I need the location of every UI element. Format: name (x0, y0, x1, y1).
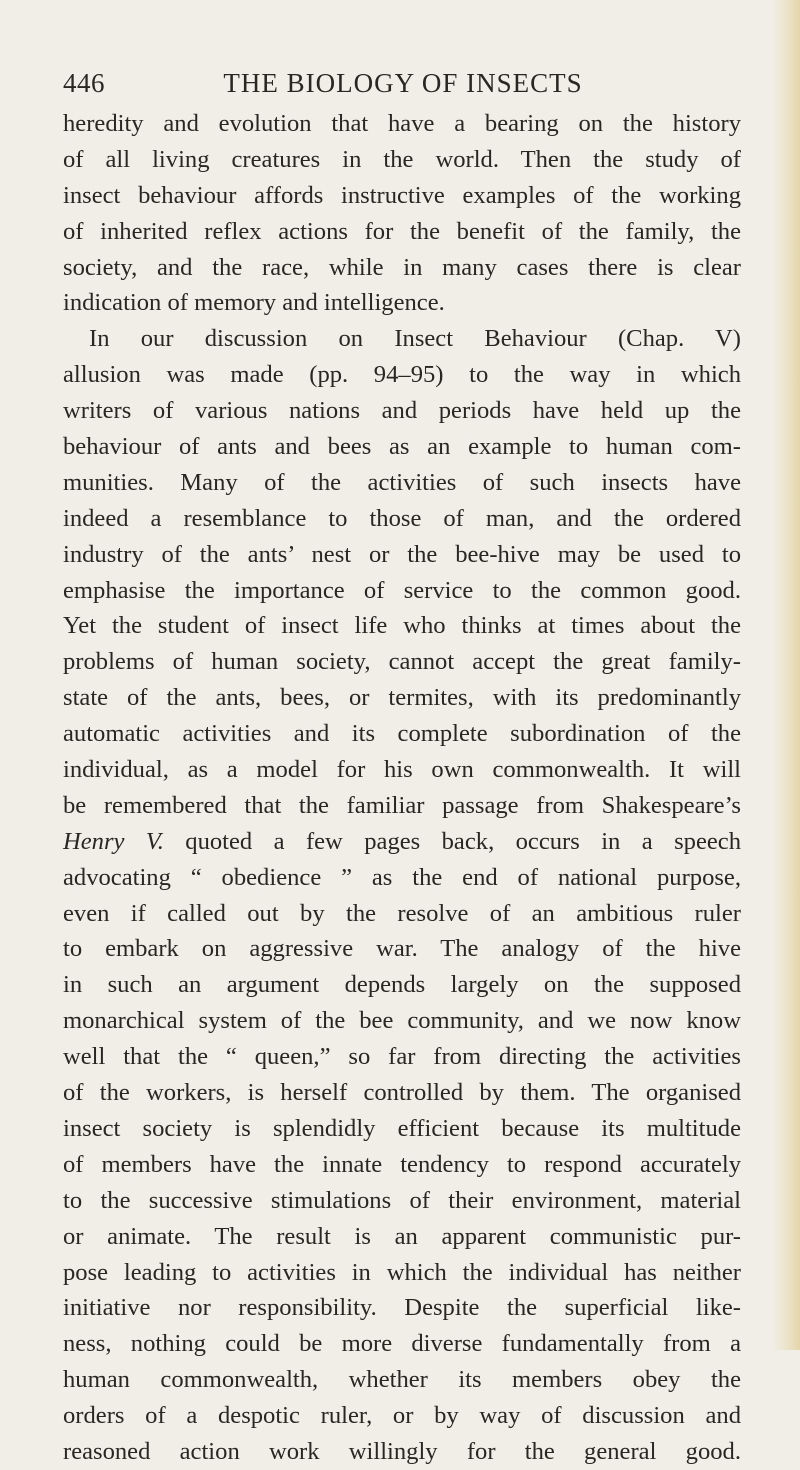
text-line: society, and the race, while in many cases there is clear (63, 253, 741, 281)
text-line: reasoned action work willingly for the general good. (63, 1437, 741, 1465)
text-line: state of the ants, bees, or termites, with its predominantly (63, 684, 741, 712)
text-line: to the successive stimulations of their environment, material (63, 1186, 741, 1214)
text-line: munities. Many of the activities of such insects have (63, 468, 741, 496)
text-line: or animate. The result is an apparent communistic pur- (63, 1222, 741, 1250)
text-line: be remembered that the familiar passage from Shakespeare’s (63, 791, 741, 819)
text-line: orders of a despotic ruler, or by way of discussion and (63, 1402, 741, 1430)
text-line: in such an argument depends largely on the supposed (63, 971, 741, 999)
line-text: quoted a few pages back, occurs in a speech (163, 827, 741, 855)
text-line: even if called out by the resolve of an ambitious ruler (63, 899, 741, 927)
text-line: emphasise the importance of service to the common good. (63, 576, 741, 604)
text-line: problems of human society, cannot accept the great family- (63, 648, 741, 676)
running-title: THE BIOLOGY OF INSECTS (223, 68, 583, 98)
text-line: monarchical system of the bee community, and we now know (63, 1007, 741, 1035)
text-line: allusion was made (pp. 94–95) to the way in which (63, 361, 741, 389)
text-line: human commonwealth, whether its members obey the (63, 1366, 741, 1394)
text-line: automatic activities and its complete subordination of the (63, 720, 741, 748)
page-edge-shading (772, 0, 800, 1350)
italic-title: Henry V. (63, 827, 164, 855)
text-line: insect behaviour affords instructive examples of the working (63, 181, 741, 209)
text-line: ness, nothing could be more diverse fundamentally from a (63, 1330, 741, 1358)
text-line: indeed a resemblance to those of man, and the ordered (63, 504, 741, 532)
body-text (63, 106, 741, 1470)
text-line: of inherited reflex actions for the benefit of the family, the (63, 217, 741, 245)
page-number: 446 (63, 68, 105, 98)
text-line: behaviour of ants and bees as an example to human com- (63, 433, 741, 461)
text-line: well that the “ queen,” so far from directing the activities (63, 1043, 741, 1071)
text-line: to embark on aggressive war. The analogy of the hive (63, 935, 741, 963)
text-line: indication of memory and intelligence. (63, 289, 445, 317)
text-line: advocating “ obedience ” as the end of national purpose, (63, 863, 741, 891)
text-line: heredity and evolution that have a bearing on the history (63, 110, 741, 137)
text-line: initiative nor responsibility. Despite the superficial like- (63, 1294, 741, 1322)
text-line: Yet the student of insect life who thinks at times about the (63, 612, 741, 640)
text-line: individual, as a model for his own commonwealth. It will (63, 756, 741, 784)
text-line: writers of various nations and periods have held up the (63, 397, 741, 425)
page-header (63, 68, 743, 104)
text-line: pose leading to activities in which the individual has neither (63, 1258, 741, 1286)
text-line: industry of the ants’ nest or the bee-hive may be used to (63, 540, 741, 568)
text-line (63, 824, 741, 860)
text-line: of all living creatures in the world. Then the study of (63, 145, 741, 173)
text-line: insect society is splendidly efficient because its multitude (63, 1114, 741, 1142)
text-line: of the workers, is herself controlled by them. The organised (63, 1079, 741, 1107)
text-line: In our discussion on Insect Behaviour (Chap. V) (89, 325, 741, 353)
text-line: of members have the innate tendency to respond accurately (63, 1150, 741, 1178)
